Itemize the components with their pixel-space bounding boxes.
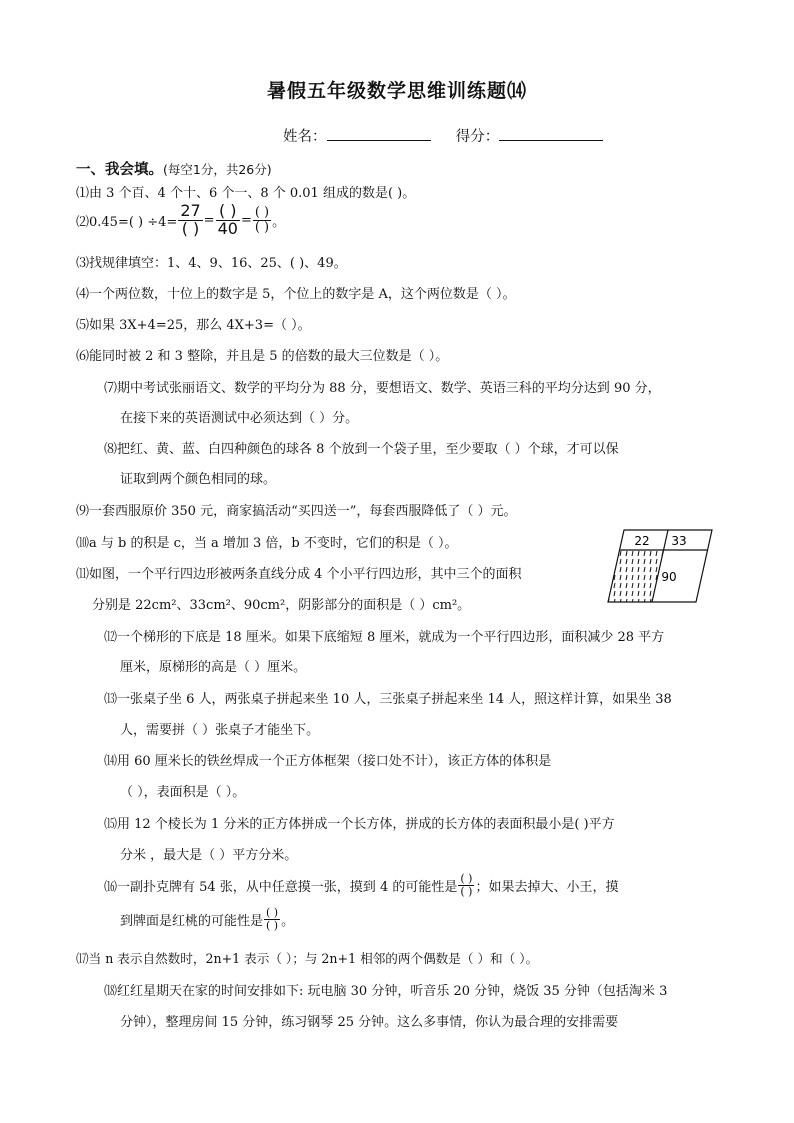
- question-10: ⑽a 与 b 的积是 c，当 a 增加 3 倍，b 不变时，它们的积是（ ）。: [76, 536, 458, 551]
- question-4: ⑷一个两位数，十位上的数字是 5，个位上的数字是 A，这个两位数是（ ）。: [76, 287, 516, 302]
- question-16-line-1: ⒃一副扑克牌有 54 张，从中任意摸一张，摸到 4 的可能性是 $\frac{( )}{( )}$ ；如果去掉大、小王，摸: [104, 871, 619, 898]
- question-11-line-1: ⑾如图，一个平行四边形被两条直线分成 4 个小平行四边形，其中三个的面积: [76, 567, 522, 582]
- question-15-line-2: 分米 ，最大是（ ）平方分米。: [120, 848, 298, 863]
- question-15-line-1: ⒂用 12 个棱长为 1 分米的正方体拼成一个长方体，拼成的长方体的表面积最小是( )平方: [104, 817, 615, 832]
- question-18-line-2: 分钟），整理房间 15 分钟，练习钢琴 25 分钟。这么多事情，你认为最合理的安排需要: [120, 1015, 619, 1030]
- question-16-line-2: 到牌面是红桃的可能性是 $\frac{( )}{( )}$ 。: [120, 905, 295, 932]
- area-label-22: 22: [634, 534, 650, 548]
- question-13-line-2: 人，需要拼（ ）张桌子才能坐下。: [120, 723, 320, 738]
- question-13-line-1: ⒀一张桌子坐 6 人，两张桌子拼起来坐 10 人，三张桌子拼起来坐 14 人，照这样计算，如果坐 38: [104, 692, 672, 707]
- name-blank[interactable]: [327, 124, 431, 141]
- name-score-line: [283, 124, 603, 146]
- question-3: ⑶找规律填空：1、4、9、16、25、( )、49。: [76, 256, 347, 271]
- question-12-line-2: 厘米，原梯形的高是（ ）厘米。: [120, 660, 307, 675]
- parallelogram-figure: [606, 526, 718, 606]
- question-14-line-2: （ ），表面积是（ ）。: [120, 785, 246, 800]
- question-6: ⑹能同时被 2 和 3 整除，并且是 5 的倍数的最大三位数是（ ）。: [76, 349, 449, 364]
- probability-fraction-2: $\frac{( )}{( )}$: [266, 905, 279, 932]
- fraction-2: $\frac{( )}{40}$: [217, 200, 238, 238]
- probability-fraction-1: $\frac{( )}{( )}$: [460, 871, 473, 898]
- area-label-90: 90: [661, 570, 677, 584]
- page-title: 暑假五年级数学思维训练题⒁: [266, 80, 527, 102]
- section-heading: 一、我会填。(每空1分，共26分): [76, 162, 272, 178]
- question-17: ⒄当 n 表示自然数时，2n+1 表示（ ）；与 2n+1 相邻的两个偶数是（ ）和（ ）。: [76, 951, 539, 966]
- score-label: 得分：: [455, 129, 500, 145]
- question-2: ⑵0.45=( ) ÷4= $\frac{27}{( )}$ = $\frac{( )}{40}$ = $\frac{( )}{( )}$ 。: [76, 200, 286, 238]
- question-9: ⑼一套西服原价 350 元，商家搞活动“买四送一”，每套西服降低了（ ）元。: [76, 504, 517, 519]
- question-8-line-1: ⑻把红、黄、蓝、白四种颜色的球各 8 个放到一个袋子里，至少要取（ ）个球，才可以保: [104, 442, 619, 457]
- area-label-33: 33: [671, 534, 687, 548]
- question-7-line-2: 在接下来的英语测试中必须达到（ ）分。: [120, 411, 359, 426]
- question-14-line-1: ⒁用 60 厘米长的铁丝焊成一个正方体框架（接口处不计），该正方体的体积是: [104, 754, 552, 769]
- question-11-line-2: 分别是 22cm²、33cm²、90cm²，阴影部分的面积是（ ）cm²。: [92, 598, 471, 613]
- fraction-3: $\frac{( )}{( )}$: [254, 204, 270, 235]
- fraction-1: $\frac{27}{( )}$: [180, 200, 201, 238]
- question-1: ⑴由 3 个百、4 个十、6 个一、8 个 0.01 组成的数是( )。: [76, 186, 416, 201]
- question-7-line-1: ⑺期中考试张丽语文、数学的平均分为 88 分，要想语文、数学、英语三科的平均分达到 90 分，: [104, 381, 661, 396]
- question-12-line-1: ⑿一个梯形的下底是 18 厘米。如果下底缩短 8 厘米，就成为一个平行四边形，面积减少 28 平方: [104, 630, 665, 645]
- name-label: 姓名：: [283, 129, 327, 145]
- question-5: ⑸如果 3X+4=25，那么 4X+3=（ ）。: [76, 318, 311, 333]
- score-blank[interactable]: [499, 124, 603, 141]
- shaded-region: [608, 550, 664, 602]
- question-18-line-1: ⒅红红星期天在家的时间安排如下: 玩电脑 30 分钟，听音乐 20 分钟，烧饭 35 分钟（包括淘米 3: [104, 984, 668, 999]
- question-8-line-2: 证取到两个颜色相同的球。: [120, 472, 277, 487]
